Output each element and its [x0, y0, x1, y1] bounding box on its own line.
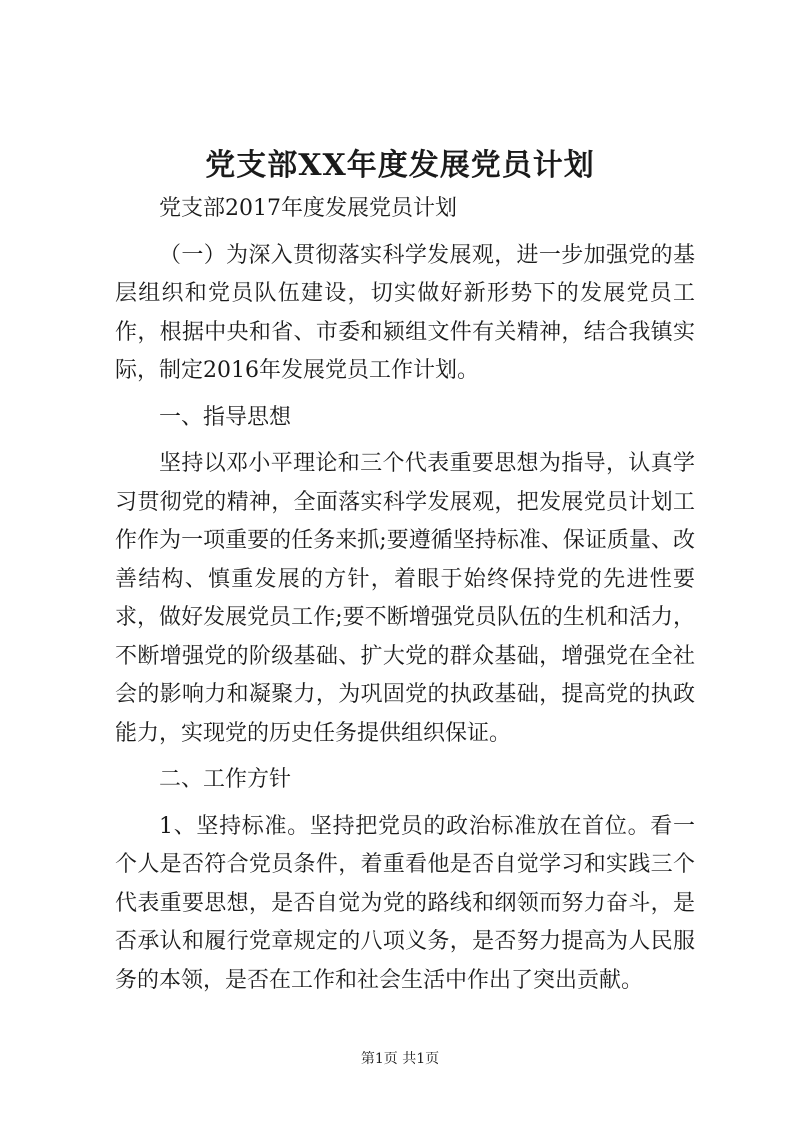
- page-footer: 第1页 共1页: [360, 1051, 440, 1067]
- paragraph-subtitle: 党支部2017年度发展党员计划: [159, 196, 457, 221]
- paragraph-intro: （一）为深入贯彻落实科学发展观，进一步加强党的基层组织和党员队伍建设，切实做好新形势下的发展党员工作，根据中央和省、市委和颍组文件有关精神，结合我镇实际，制定2016年发展党员工作计划。: [115, 242, 695, 383]
- heading-guiding-ideology: 一、指导思想: [159, 404, 292, 430]
- paragraph-work-policy: 1、坚持标准。坚持把党员的政治标准放在首位。看一个人是否符合党员条件，着重看他是否自觉学习和实践三个代表重要思想，是否自觉为党的路线和纲领而努力奋斗，是否承认和履行党章规定的八项义务，是否努力提高为人民服务的本领，是否在工作和社会生活中作出了突出贡献。: [115, 813, 695, 993]
- document-title: 党支部XX年度发展党员计划: [205, 148, 595, 183]
- paragraph-guiding-ideology: 坚持以邓小平理论和三个代表重要思想为指导，认真学习贯彻党的精神，全面落实科学发展观，把发展党员计划工作作为一项重要的任务来抓;要遵循坚持标准、保证质量、改善结构、慎重发展的方针，着眼于始终保持党的先进性要求，做好发展党员工作;要不断增强党员队伍的生机和活力，不断增强党的阶级基础、扩大党的群众基础，增强党在全社会的影响力和凝聚力，为巩固党的执政基础，提高党的执政能力，实现党的历史任务提供组织保证。: [115, 451, 695, 746]
- heading-work-policy: 二、工作方针: [159, 767, 292, 792]
- document-body: [115, 190, 695, 1000]
